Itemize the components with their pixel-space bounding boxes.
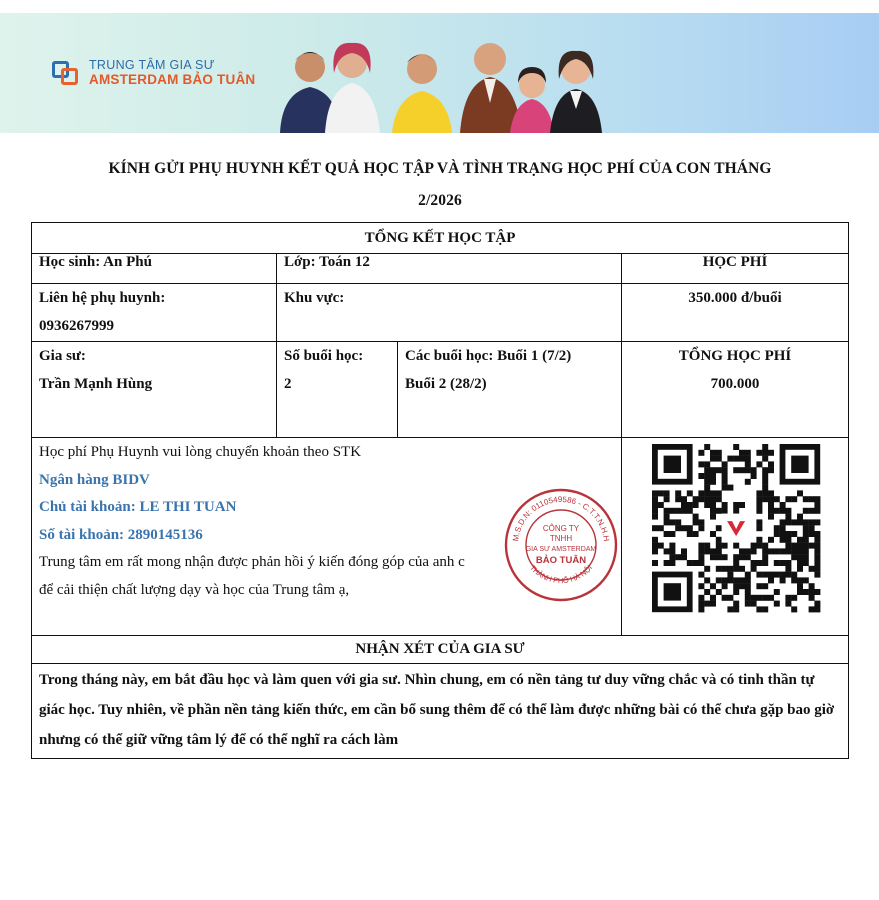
stamp-bottom-text: THÀNH PHỐ HÀ NỘI (527, 563, 595, 586)
qr-code-icon (652, 444, 822, 616)
contact-label: Liên hệ phụ huynh: (39, 290, 166, 306)
tutor (32, 342, 277, 438)
stamp-line-2: TNHH (549, 534, 573, 543)
sessions (277, 342, 398, 438)
sessions-label: Số buổi học: (284, 348, 364, 364)
account-holder: Chủ tài khoản: LE THI TUAN (39, 499, 237, 515)
report-table (31, 222, 849, 759)
sessions-list-line-1: Các buổi học: Buổi 1 (7/2) (405, 348, 572, 364)
contact-phone: 0936267999 (39, 318, 114, 334)
stamp-line-1: CÔNG TY (542, 524, 580, 533)
fee-heading: HỌC PHÍ (622, 254, 849, 284)
tutor-comment: Trong tháng này, em bắt đầu học và làm quen với gia sư. Nhìn chung, em có nền tảng tư duy vững chắc và có tinh thần tự giác học. Tuy nhiên, về phần nền tảng kiến thức, em cần bổ sung thêm để có thể làm được những bài có thể chưa gặp bao giờ nhưng có thể giữ vững tâm lý để có thể nghĩ ra cách làm (32, 664, 849, 759)
tutor-name: Trần Mạnh Hùng (39, 376, 153, 392)
summary-heading: TỔNG KẾT HỌC TẬP (32, 223, 849, 254)
fee-per-session-cell (622, 284, 849, 342)
comments-heading: NHẬN XÉT CỦA GIA SƯ (32, 636, 849, 664)
sessions-list-line-2: Buổi 2 (28/2) (405, 376, 487, 392)
stamp-line-3: GIA SƯ AMSTERDAM (525, 546, 597, 553)
company-stamp (502, 486, 620, 604)
logo-icon (52, 59, 82, 87)
account-number: Số tài khoản: 2890145136 (39, 526, 203, 543)
stamp-ring-text: M.S.D.N: 0110549586 - C.T.T.N.H.H (511, 494, 611, 542)
logo-line-2: AMSTERDAM BẢO TUÂN (89, 71, 256, 87)
qr-cell (622, 438, 849, 636)
total-heading: TỔNG HỌC PHÍ (678, 348, 792, 364)
bank-name: Ngân hàng BIDV (39, 471, 150, 488)
stamp-line-4: BẢO TUÂN (535, 555, 587, 566)
feedback-line-1: Trung tâm em rất mong nhận được phản hồi ý kiến đóng góp của anh c (39, 554, 465, 570)
people-photo (270, 13, 610, 133)
center-logo (52, 59, 255, 88)
header-banner (0, 13, 879, 133)
class-name: Lớp: Toán 12 (277, 254, 622, 284)
area-label: Khu vực: (284, 290, 345, 306)
total-fee (622, 342, 849, 438)
total-value: 700.000 (710, 376, 760, 392)
report-title-line-1: KÍNH GỬI PHỤ HUYNH KẾT QUẢ HỌC TẬP VÀ TÌNH TRẠNG HỌC PHÍ CỦA CON THÁNG (108, 160, 772, 177)
report-title-line-2: 2/2026 (418, 192, 462, 209)
logo-line-1: TRUNG TÂM GIA SƯ (89, 58, 215, 72)
student-name: Học sinh: An Phú (32, 254, 277, 284)
area (277, 284, 622, 342)
sessions-list (398, 342, 622, 438)
payment-info (32, 438, 622, 636)
feedback-line-2: để cải thiện chất lượng dạy và học của Trung tâm ạ, (39, 581, 350, 598)
tutor-label: Gia sư: (39, 348, 86, 364)
parent-contact (32, 284, 277, 342)
fee-per-session: 350.000 đ/buổi (688, 290, 782, 306)
sessions-count: 2 (284, 376, 292, 392)
payment-instruction: Học phí Phụ Huynh vui lòng chuyển khoản theo STK (39, 444, 362, 460)
